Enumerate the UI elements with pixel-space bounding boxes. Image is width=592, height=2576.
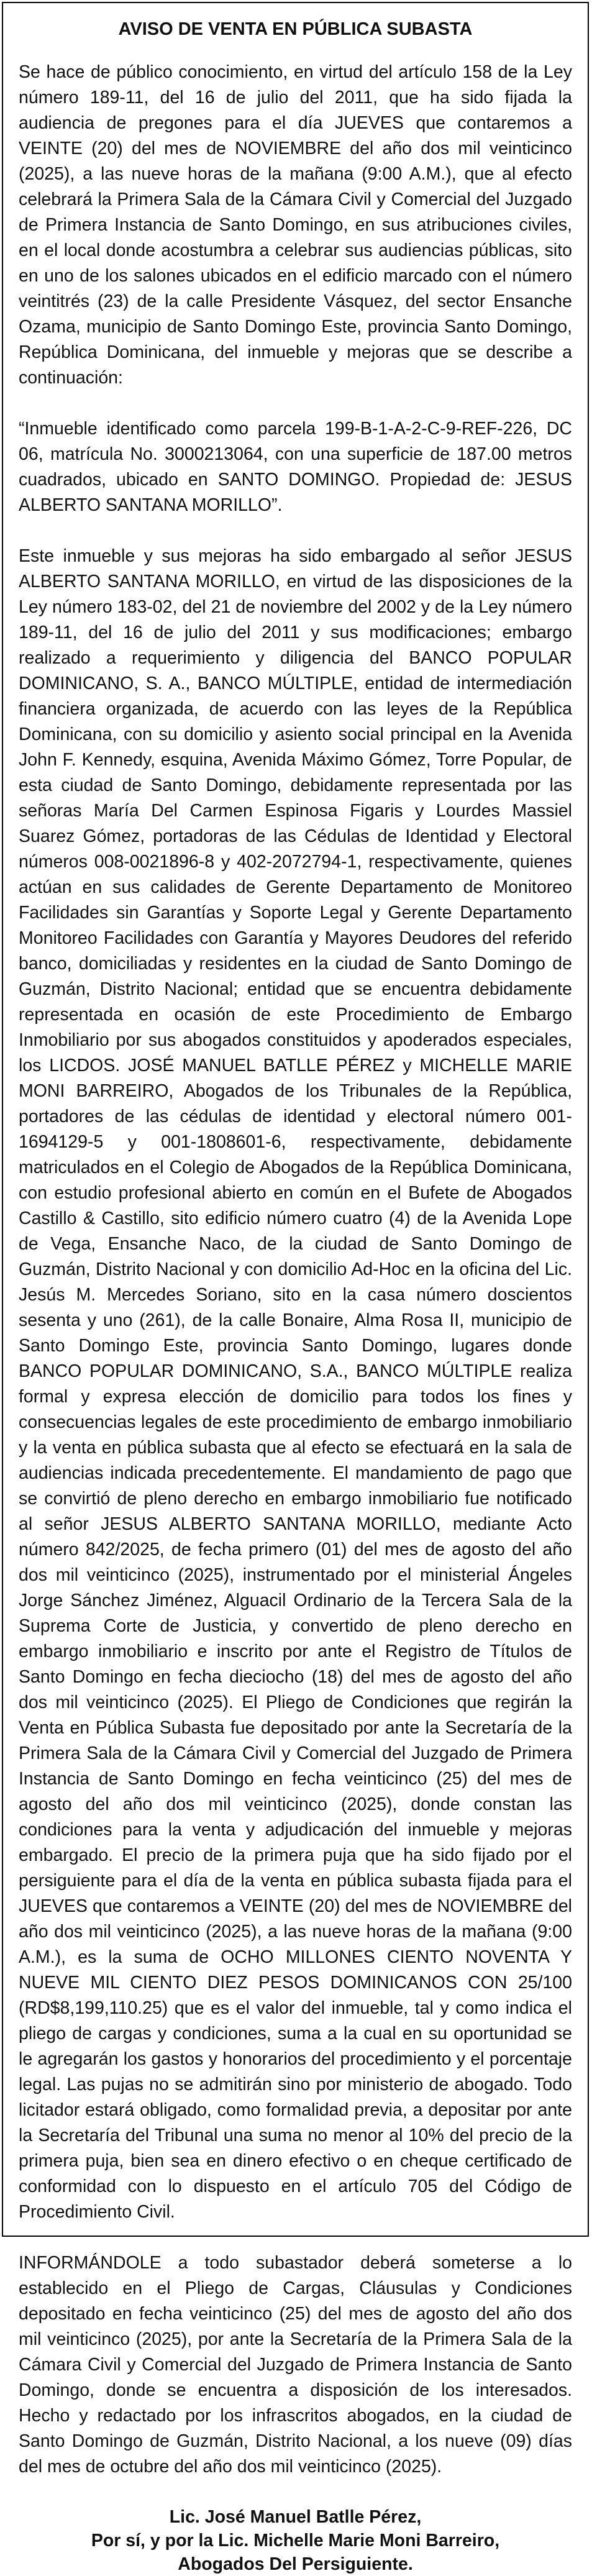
closing-paragraph: INFORMÁNDOLE a todo subastador deberá someterse a lo establecido en el Pliego de Cargas, Cláusulas y Condiciones depositado en fecha veinticinco (25) del mes de agosto del año dos mil veinticinco (2025), por ante la Secretaría de la Primera Sala de la Cámara Civil y Comercial del Juzgado de Primera Instancia de Santo Domingo, donde se encuentra a disposición de los interesados. Hecho y redactado por los infrascritos abogados, en la ciudad de Santo Domingo de Guzmán, Distrito Nacional, a los nueve (09) días del mes de octubre del año dos mil veinticinco (2025). — [19, 2253, 572, 2477]
intro-paragraph: Se hace de público conocimiento, en virtud del artículo 158 de la Ley número 189-11, del 16 de julio del 2011, que ha sido fijada la audiencia de pregones para el día JUEVES que contaremos a VEINTE (20) del mes de NOVIEMBRE del año dos mil veinticinco (2025), a las nueve horas de la mañana (9:00 A.M.), que al efecto celebrará la Primera Sala de la Cámara Civil y Comercial del Juzgado de Primera Instancia de Santo Domingo, en sus atribuciones civiles, en el local donde acostumbra a celebrar sus audiencias públicas, sito en uno de los salones ubicados en el edificio marcado con el número veintitrés (23) de la calle Presidente Vásquez, del sector Ensanche Ozama, municipio de Santo Domingo Este, provincia Santo Domingo, República Dominicana, del inmueble y mejoras que se describe a continuación: — [19, 62, 572, 388]
signature-line: Lic. José Manuel Batlle Pérez, — [169, 2507, 422, 2527]
notice-frame — [2, 2, 589, 2574]
notice-content — [19, 17, 572, 2576]
signature-line: Por sí, y por la Lic. Michelle Marie Moni Barreiro, — [91, 2531, 500, 2551]
signature-line: Abogados Del Persiguiente. — [178, 2554, 413, 2574]
property-description-paragraph: “Inmueble identificado como parcela 199-B-1-A-2-C-9-REF-226, DC 06, matrícula No. 3000213064, con una superficie de 187.00 metros cuadrados, ubicado en SANTO DOMINGO. Propiedad de: JESUS ALBERTO SANTANA MORILLO”. — [19, 419, 572, 515]
signature-block — [19, 2505, 572, 2576]
seizure-details-paragraph: Este inmueble y sus mejoras ha sido embargado al señor JESUS ALBERTO SANTANA MORILLO, en virtud de las disposiciones de la Ley número 183-02, del 21 de noviembre del 2002 y de la Ley número 189-11, del 16 de julio del 2011 y sus modificaciones; embargo realizado a requerimiento y diligencia del BANCO POPULAR DOMINICANO, S. A., BANCO MÚLTIPLE, entidad de intermediación financiera organizada, de acuerdo con las leyes de la República Dominicana, con su domicilio y asiento social principal en la Avenida John F. Kennedy, esquina, Avenida Máximo Gómez, Torre Popular, de esta ciudad de Santo Domingo, debidamente representada por las señoras María Del Carmen Espinosa Figaris y Lourdes Massiel Suarez Gómez, portadoras de las Cédulas de Identidad y Electoral números 008-0021896-8 y 402-2072794-1, respectivamente, quienes actúan en sus calidades de Gerente Departamento de Monitoreo Facilidades sin Garantías y Soporte Legal y Gerente Departamento Monitoreo Facilidades con Garantía y Mayores Deudores del referido banco, domiciliadas y residentes en la ciudad de Santo Domingo de Guzmán, Distrito Nacional; entidad que se encuentra debidamente representada en ocasión de este Procedimiento de Embargo Inmobiliario por sus abogados constituidos y apoderados especiales, los LICDOS. JOSÉ MANUEL BATLLE PÉREZ y MICHELLE MARIE MONI BARREIRO, Abogados de los Tribunales de la República, portadores de las cédulas de identidad y electoral número 001-1694129-5 y 001-1808601-6, respectivamente, debidamente matriculados en el Colegio de Abogados de la República Dominicana, con estudio profesional abierto en común en el Bufete de Abogados Castillo & Castillo, sito edificio número cuatro (4) de la Avenida Lope de Vega, Ensanche Naco, de la ciudad de Santo Domingo de Guzmán, Distrito Nacional y con domicilio Ad-Hoc en la oficina del Lic. Jesús M. Mercedes Soriano, sito en la casa número doscientos sesenta y uno (261), de la calle Bonaire, Alma Rosa II, municipio de Santo Domingo Este, provincia Santo Domingo, lugares donde BANCO POPULAR DOMINICANO, S.A., BANCO MÚLTIPLE realiza formal y expresa elección de domicilio para todos los fines y consecuencias legales de este procedimiento de embargo inmobiliario y la venta en pública subasta que al efecto se efectuará en la sala de audiencias indicada precedentemente. El mandamiento de pago que se convirtió de pleno derecho en embargo inmobiliario fue notificado al señor JESUS ALBERTO SANTANA MORILLO, mediante Acto número 842/2025, de fecha primero (01) del mes de agosto del año dos mil veinticinco (2025), instrumentado por el ministerial Ángeles Jorge Sánchez Jiménez, Alguacil Ordinario de la Tercera Sala de la Suprema Corte de Justicia, y convertido de pleno derecho en embargo inmobiliario e inscrito por ante el Registro de Títulos de Santo Domingo en fecha dieciocho (18) del mes de agosto del año dos mil veinticinco (2025). El Pliego de Condiciones que regirán la Venta en Pública Subasta fue depositado por ante la Secretaría de la Primera Sala de la Cámara Civil y Comercial del Juzgado de Primera Instancia de Santo Domingo en fecha veinticinco (25) del mes de agosto del año dos mil veinticinco (2025), donde constan las condiciones para la venta y adjudicación del inmueble y mejoras embargado. El precio de la primera puja que ha sido fijado por el persiguiente para el día de la venta en pública subasta fijada para el JUEVES que contaremos a VEINTE (20) del mes de NOVIEMBRE del año dos mil veinticinco (2025), a las nueve horas de la mañana (9:00 A.M.), es la suma de OCHO MILLONES CIENTO NOVENTA Y NUEVE MIL CIENTO DIEZ PESOS DOMINICANOS CON 25/100 (RD$8,199,110.25) que es el valor del inmueble, tal y como indica el pliego de cargas y condiciones, suma a la cual en su oportunidad se le agregarán los gastos y honorarios del procedimiento y el porcentaje legal. Las pujas no se admitirán sino por ministerio de abogado. Todo licitador estará obligado, como formalidad previa, a depositar por ante la Secretaría del Tribunal una suma no menor al 10% del precio de la primera puja, bien sea en dinero efectivo o en cheque certificado de conformidad con lo dispuesto en el artículo 705 del Código de Procedimiento Civil. — [19, 546, 572, 2222]
notice-title: AVISO DE VENTA EN PÚBLICA SUBASTA — [118, 19, 473, 39]
